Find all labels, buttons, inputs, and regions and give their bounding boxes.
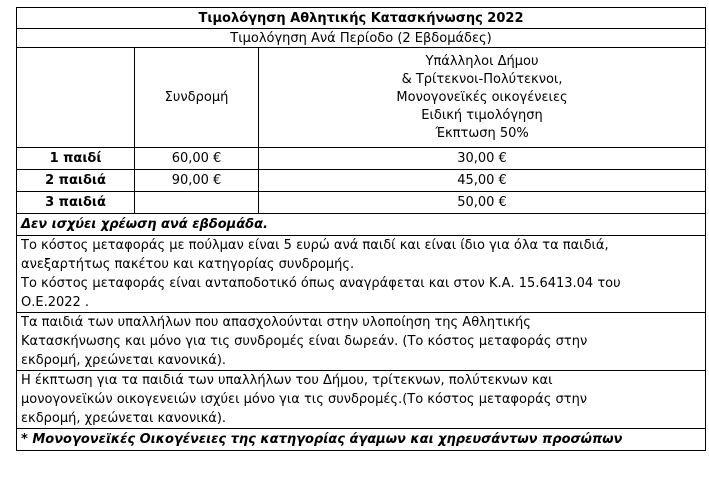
header-line: Ειδική τιμολόγηση bbox=[421, 107, 543, 123]
transport-note bbox=[17, 236, 706, 313]
note-line: ανεξαρτήτως πακέτου και κατηγορίας συνδρομής. bbox=[21, 257, 355, 272]
table-subtitle: Τιμολόγηση Ανά Περίοδο (2 Εβδομάδες) bbox=[17, 29, 706, 48]
header-line: & Τρίτεκνοι-Πολύτεκνοι, bbox=[401, 71, 563, 87]
row-label: 2 παιδιά bbox=[17, 170, 135, 192]
employees-children-note bbox=[17, 313, 706, 371]
weekly-note-row bbox=[17, 214, 706, 236]
header-line: Έκπτωση 50% bbox=[435, 125, 529, 141]
table-row bbox=[17, 192, 706, 214]
header-line: Υπάλληλοι Δήμου bbox=[425, 53, 539, 69]
subtitle-row bbox=[17, 29, 706, 48]
note-line: μονογονεϊκών οικογενειών ισχύει μόνο για τις συνδρομές.(Το κόστος μεταφοράς στην bbox=[21, 392, 588, 407]
note-line: Το κόστος μεταφοράς με πούλμαν είναι 5 ευρώ ανά παιδί και είναι ίδιο για όλα τα παιδιά, bbox=[21, 238, 609, 253]
footnote-row bbox=[17, 429, 706, 451]
note-line: Ο.Ε.2022 . bbox=[21, 295, 90, 310]
footnote: * Μονογονεϊκές Οικογένειες της κατηγορίας άγαμων και χηρευσάντων προσώπων bbox=[17, 429, 706, 451]
note-line: Η έκπτωση για τα παιδιά των υπαλλήλων του Δήμου, τρίτεκνων, πολύτεκνων και bbox=[21, 373, 553, 388]
weekly-note: Δεν ισχύει χρέωση ανά εβδομάδα. bbox=[17, 214, 706, 236]
row-discount: 50,00 € bbox=[259, 192, 706, 214]
employees-note-row bbox=[17, 313, 706, 371]
note-line: εκδρομή, χρεώνεται κανονικά). bbox=[21, 353, 227, 368]
row-fee bbox=[135, 192, 259, 214]
note-line: εκδρομή, χρεώνεται κανονικά). bbox=[21, 411, 227, 426]
discount-note bbox=[17, 371, 706, 429]
header-empty-cell bbox=[17, 48, 135, 148]
header-row bbox=[17, 48, 706, 148]
pricing-table bbox=[16, 7, 706, 451]
row-discount: 45,00 € bbox=[259, 170, 706, 192]
row-label: 1 παιδί bbox=[17, 148, 135, 170]
table-title: Τιμολόγηση Αθλητικής Κατασκήνωσης 2022 bbox=[17, 8, 706, 29]
header-special-pricing bbox=[259, 48, 706, 148]
note-line: Το κόστος μεταφοράς είναι ανταποδοτικό όπως αναγράφεται και στον Κ.Α. 15.6413.04 του bbox=[21, 276, 621, 291]
row-discount: 30,00 € bbox=[259, 148, 706, 170]
title-row bbox=[17, 8, 706, 29]
header-line: Μονογονεϊκές οικογένειες bbox=[396, 89, 568, 105]
discount-note-row bbox=[17, 371, 706, 429]
row-label: 3 παιδιά bbox=[17, 192, 135, 214]
table-row bbox=[17, 170, 706, 192]
table-row bbox=[17, 148, 706, 170]
note-line: Κατασκήνωσης και μόνο για τις συνδρομές είναι δωρεάν. (Το κόστος μεταφοράς στην bbox=[21, 334, 588, 349]
row-fee: 60,00 € bbox=[135, 148, 259, 170]
header-subscription: Συνδρομή bbox=[135, 48, 259, 148]
transport-note-row bbox=[17, 236, 706, 313]
row-fee: 90,00 € bbox=[135, 170, 259, 192]
note-line: Τα παιδιά των υπαλλήλων που απασχολούνται στην υλοποίηση της Αθλητικής bbox=[21, 315, 531, 330]
